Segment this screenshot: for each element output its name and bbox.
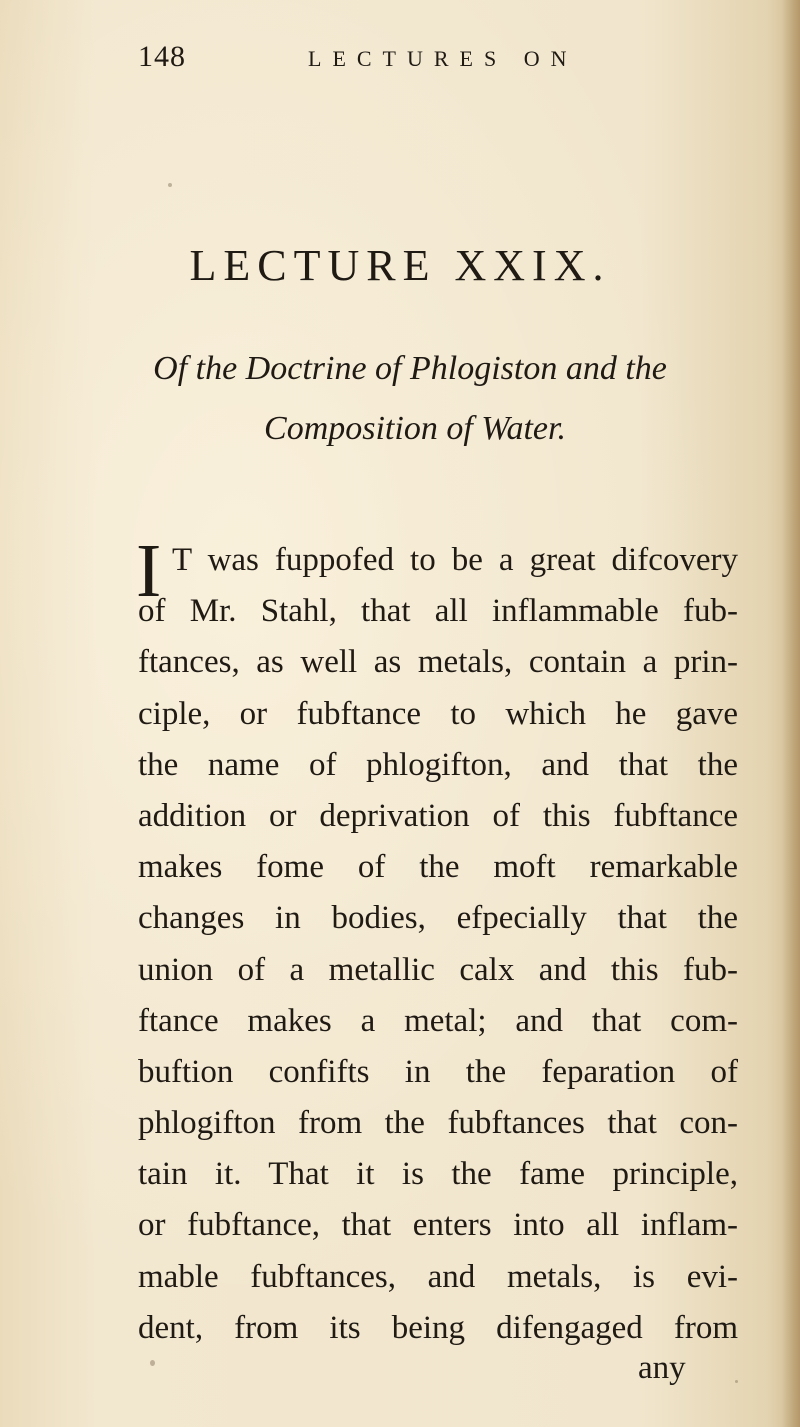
body-line: or fubftance, that enters into all inflam- — [138, 1207, 738, 1244]
page-number: 148 — [138, 40, 186, 73]
paper-speck — [168, 183, 172, 187]
lecture-title: LECTURE XXIX. — [189, 241, 611, 290]
first-line-text: T was fuppofed to be a great difcovery — [172, 542, 738, 578]
body-line: makes fome of the moft remarkable — [138, 849, 738, 886]
lecture-subtitle-line-2: Composition of Water. — [264, 410, 566, 447]
paper-speck — [150, 1360, 155, 1366]
body-line: phlogifton from the fubftances that con- — [138, 1105, 738, 1142]
body-line: addition or deprivation of this fubftance — [138, 797, 738, 834]
body-line: the name of phlogifton, and that the — [138, 746, 738, 783]
body-line: ftances, as well as metals, contain a prin- — [138, 644, 738, 681]
catchword: any — [638, 1350, 686, 1386]
body-line: changes in bodies, efpecially that the — [138, 900, 738, 937]
running-head — [138, 40, 698, 80]
paper-speck — [735, 1380, 738, 1383]
body-line: dent, from its being difengaged from — [138, 1309, 738, 1346]
body-line: ciple, or fubftance to which he gave — [138, 695, 738, 732]
running-title: LECTURES ON — [308, 46, 578, 71]
body-line: of Mr. Stahl, that all inflammable fub- — [138, 593, 738, 630]
drop-cap: I — [136, 529, 162, 613]
lecture-subtitle-line-1: Of the Doctrine of Phlogiston and the — [153, 350, 667, 387]
page-edge-shadow — [782, 0, 800, 1427]
body-line: mable fubftances, and metals, is evi- — [138, 1258, 738, 1295]
body-line: tain it. That it is the fame principle, — [138, 1156, 738, 1193]
body-line: union of a metallic calx and this fub- — [138, 951, 738, 988]
body-line: buftion confifts in the feparation of — [138, 1053, 738, 1090]
body-text — [136, 529, 738, 1354]
body-line: ftance makes a metal; and that com- — [138, 1002, 738, 1039]
